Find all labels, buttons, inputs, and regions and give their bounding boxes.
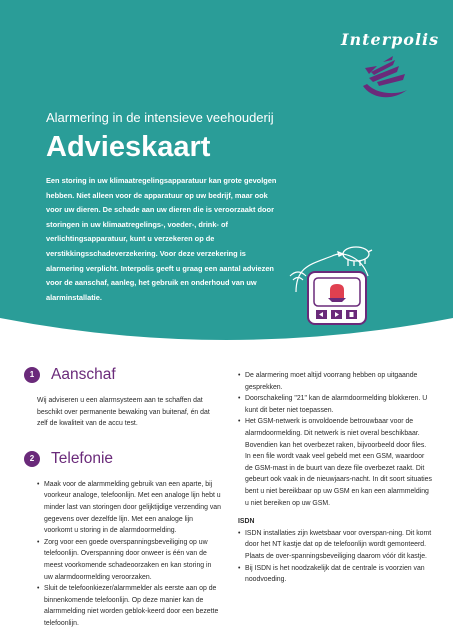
subtitle: Alarmering in de intensieve veehouderij [46,110,274,125]
pig-icon [338,247,372,266]
isdn-subheading: ISDN [238,518,255,526]
section-number-badge: 1 [24,367,40,383]
page-title: Advieskaart [46,131,211,163]
section-title: Telefonie [51,449,114,467]
isdn-bullet-list [238,528,432,586]
section-number-badge: 2 [24,451,40,467]
section-aanschaf-heading [24,364,222,386]
telefonie-bullet-list [24,479,222,630]
brand-logo-text: Interpolis [341,30,440,49]
list-item: • Maak voor de alarmmelding gebruik van een aparte, bij voorkeur analoge, telefoonlijn. Met een analoge lijn hebt u minder last van storingen door gelijktijdige verzending van gegevens over dezelfde lijn. Met een analoge lijn voorkomt u storing in de alarmdoormelding. [37,479,222,537]
list-item: • Zorg voor een goede overspanningsbeveiliging op uw telefoonlijn. Overspanning door onweer is één van de meest voorkomende schadeoorzaken en kan storing in uw alarmdoormelding veroorzaken. [37,537,222,583]
list-item: • Bij ISDN is het noodzakelijk dat de centrale is voorzien van noodvoeding. [238,563,432,586]
right-bullet-list [238,370,432,509]
hero-curve-divider [0,318,453,358]
section-telefonie-heading [24,448,222,470]
list-item: • De alarmering moet altijd voorrang hebben op uitgaande gesprekken. [238,370,432,393]
list-item: • Het GSM-netwerk is onvoldoende betrouwbaar voor de alarmdoormelding. Dit netwerk is niet overal beschikbaar. Bovendien kan het overbezet raken, bijvoorbeeld door files. In een file wordt vaak veel gebeld met een GSM, waardoor de GSM-mast in de buurt van deze file overbezet raakt. Dit gebeurt ook vaak in de nieuwjaars-nacht. In dit soort situaties bent u niet bereikbaar op uw GSM en kan een alarmmelding u niet bereiken op uw GSM. [238,416,432,509]
section-title: Aanschaf [51,366,116,384]
list-item: • Sluit de telefoonkiezer/alarmmelder als eerste aan op de binnenkomende telefoonlijn. Op deze manier kan de alarmmelding niet worden geblok-keerd door een bezette telefoonlijn. [37,583,222,629]
list-item: • Doorschakeling "21" kan de alarmdoormelding blokkeren. U kunt dit beter niet toepassen. [238,393,432,416]
right-column [238,370,432,586]
pig-alarm-illustration [278,236,388,328]
intro-text: Een storing in uw klimaatregelingsapparatuur kan grote gevolgen hebben. Niet alleen voor de apparatuur op uw bedrijf, maar ook voor uw dieren. De schade aan uw dieren die is veroorzaakt door storingen in uw klimaatregelings-, voeder-, drink- of verlichtingsapparatuur, kunt u verzekeren op de verstikkingsschadeverzekering. Voor deze verzekering is alarmering verplicht. Interpolis geeft u graag een aantal adviezen voor de aanschaf, aanleg, het gebruik en onderhoud van uw alarminstallatie. [46,176,277,302]
section-aanschaf-body: Wij adviseren u een alarmsysteem aan te schaffen dat beschikt over permanente bewaking van buitenaf, én dat zelf de kwaliteit van de accu test. [37,397,210,428]
left-column [24,364,222,630]
list-item: • ISDN installaties zijn kwetsbaar voor overspan-ning. Dit komt door het NT kastje dat op de telefoonlijn wordt gemonteerd. Plaats de over-spanningsbeveiliging daarom vóór dit kastje. [238,528,432,563]
interpolis-logo-icon [357,52,413,104]
